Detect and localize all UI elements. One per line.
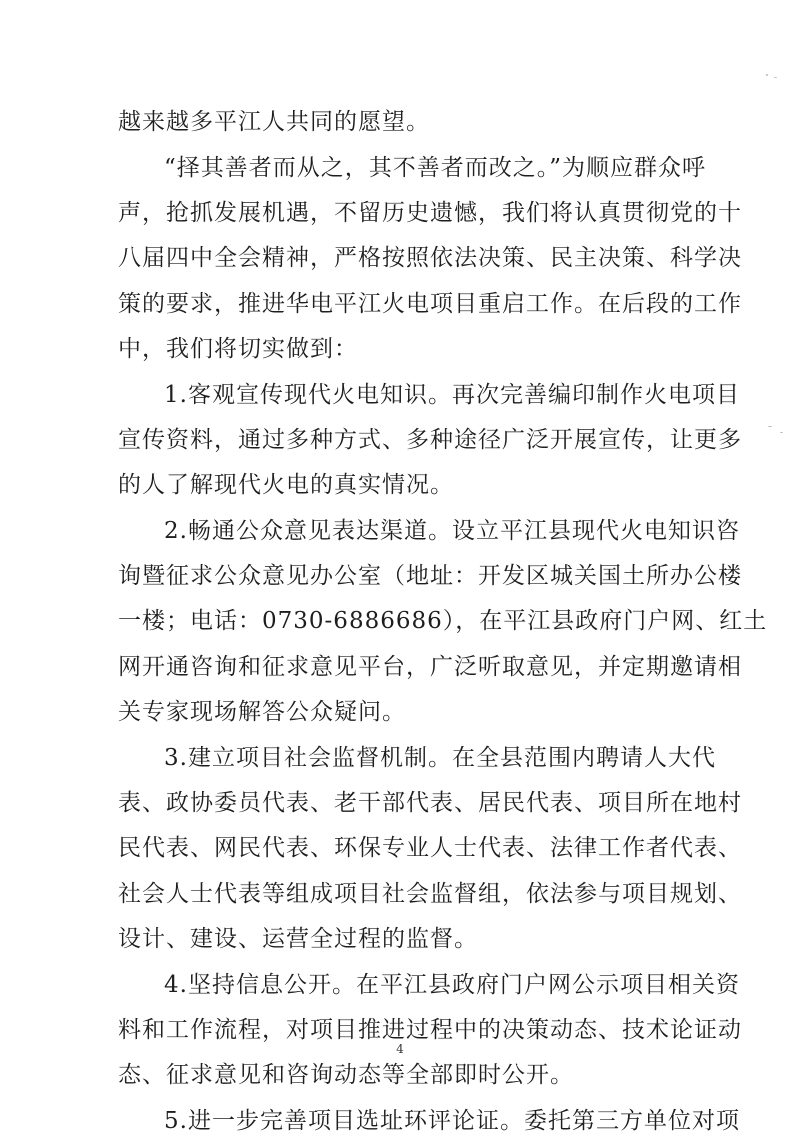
text-line: “择其善者而从之，其不善者而改之。”为顺应群众呼	[164, 155, 707, 181]
scan-speck	[766, 74, 768, 76]
text-line: 设计、建设、运营全过程的监督。	[118, 926, 478, 952]
text-line: 4.坚持信息公开。在平江县政府门户网公示项目相关资	[164, 972, 740, 998]
text-line: 料和工作流程，对项目推进过程中的决策动态、技术论证动	[118, 1017, 742, 1043]
text-line: 民代表、网民代表、环保专业人士代表、法律工作者代表、	[118, 835, 742, 861]
text-line: 网开通咨询和征求意见平台，广泛听取意见，并定期邀请相	[118, 654, 742, 680]
text-line: 表、政协委员代表、老干部代表、居民代表、项目所在地村	[118, 790, 742, 816]
text-line: 2.畅通公众意见表达渠道。设立平江县现代火电知识咨	[164, 518, 740, 544]
text-line: 一楼；电话：0730-6886686），在平江县政府门户网、红土	[118, 608, 768, 634]
text-line: 关专家现场解答公众疑问。	[118, 699, 406, 725]
text-line: 声，抢抓发展机遇，不留历史遗憾，我们将认真贯彻党的十	[118, 200, 742, 226]
text-line: 1.客观宣传现代火电知识。再次完善编印制作火电项目	[164, 382, 740, 408]
text-line: 八届四中全会精神，严格按照依法决策、民主决策、科学决	[118, 245, 742, 271]
text-line: 询暨征求公众意见办公室（地址：开发区城关国土所办公楼	[118, 563, 742, 589]
text-line: 策的要求，推进华电平江火电项目重启工作。在后段的工作	[118, 291, 742, 317]
scan-speck	[774, 77, 777, 78]
scan-speck	[780, 432, 783, 433]
text-line: 社会人士代表等组成项目社会监督组，依法参与项目规划、	[118, 881, 742, 907]
text-line: 中，我们将切实做到：	[118, 336, 358, 362]
text-line: 宣传资料，通过多种方式、多种途径广泛开展宣传，让更多	[118, 427, 742, 453]
text-line: 的人了解现代火电的真实情况。	[118, 472, 454, 498]
text-line: 3.建立项目社会监督机制。在全县范围内聘请人大代	[164, 745, 716, 771]
text-line: 越来越多平江人共同的愿望。	[118, 109, 430, 135]
page-number: 4	[396, 1042, 404, 1056]
scan-speck	[768, 426, 772, 427]
text-line: 5.进一步完善项目选址环评论证。委托第三方单位对项	[164, 1108, 740, 1134]
text-line: 态、征求意见和咨询动态等全部即时公开。	[118, 1062, 574, 1088]
